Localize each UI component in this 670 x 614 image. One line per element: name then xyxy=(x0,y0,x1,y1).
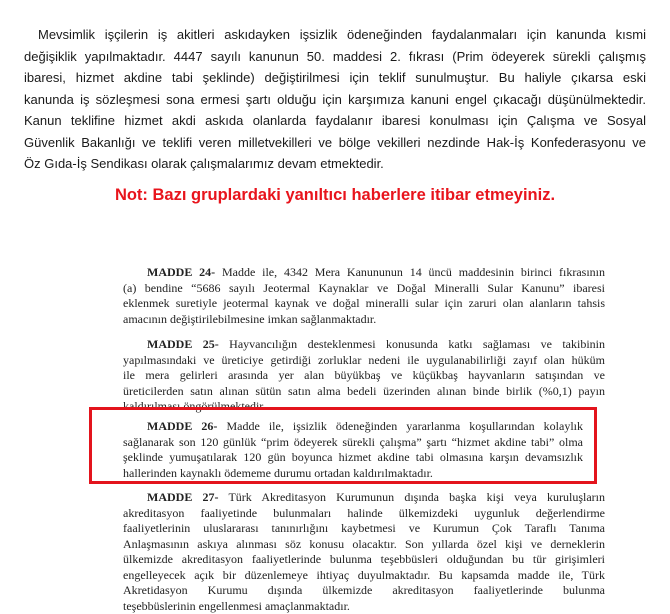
article-line: (a) bendine “5686 sayılı Jeotermal Kaynaklar ve Doğal Mineralli Sular Kanunu” ibaresi xyxy=(123,281,605,297)
article-27 xyxy=(123,490,605,614)
article-line xyxy=(123,265,605,281)
intro-line: değişiklik yapılmaktadır. 4447 sayılı kanunun 50. maddesi 2. fıkrası (Prim ödeyerek sürekli çalışmış xyxy=(24,46,646,68)
article-26 xyxy=(123,419,583,481)
intro-line: Öz Gıda-İş Sendikası olarak çalışmalarımız devam etmektedir. xyxy=(24,153,646,175)
article-line: amacının değiştirilebilmesine imkan sağlanmaktadır. xyxy=(123,312,605,328)
article-line xyxy=(123,490,605,506)
article-24 xyxy=(123,265,605,327)
article-line: eklenmek suretiyle jeotermal kaynak ve doğal mineralli sular için zaruri olan alanların tahsis xyxy=(123,296,605,312)
article-heading: MADDE 25- xyxy=(147,337,219,351)
article-line: üreticilerden satın alınan sütün satın alma bedeli üzerinden alınan binde birlik (%0,1) payın xyxy=(123,384,605,400)
article-line: yapılmasındaki ve üreticiye getirdiği zorluklar nedeni ile uygulanabilirliği zayıf olan hüküm xyxy=(123,353,605,369)
article-line: engelleyecek açık bir düzenlemeye ihtiyaç duyulmaktadır. Bu kapsamda madde ile, Türk xyxy=(123,568,605,584)
intro-line: ibaresi, hizmet akdine tabi şeklinde) değiştirilmesi için teklif sunulmuştur. Bu haliyle çıkarsa eski xyxy=(24,67,646,89)
article-text: Hayvancılığın desteklenmesi konusunda katkı sağlaması ve takibinin xyxy=(219,337,605,351)
article-line: ile mera gelirleri arasında yer alan büyükbaş ve küçükbaş hayvanların satışından ve xyxy=(123,368,605,384)
article-text: Madde ile, işsizlik ödeneğinden yararlanma koşullarından kolaylık xyxy=(217,419,583,433)
article-text: Türk Akreditasyon Kurumunun dışında başka kişi veya kuruluşların xyxy=(219,490,606,504)
intro-line: Kanun teklifine hizmet akdi askıda olanlarda faydalanır ibaresi konulması için Çalışma ve Sosyal xyxy=(24,110,646,132)
article-text: Madde ile, 4342 Mera Kanununun 14 üncü maddesinin birinci fıkrasının xyxy=(215,265,605,279)
article-line: şeklinde yumuşatılarak 120 gün boyunca hizmet akdine tabi olmasına karşın devamsızlık xyxy=(123,450,583,466)
intro-paragraph xyxy=(24,24,646,175)
article-line: akreditasyon faaliyetinde bulunmaları halinde ülkemizdeki uygunluk değerlendirme xyxy=(123,506,605,522)
article-line xyxy=(123,337,605,353)
article-line: ülkemizde akreditasyon faaliyetlerinde bulunma teşebbüsleri olduğundan bu tür girişimleri xyxy=(123,552,605,568)
intro-line: Mevsimlik işçilerin iş akitleri askıdayken işsizlik ödeneğinden faydalanmaları için kanunda kısmi xyxy=(24,24,646,46)
article-heading: MADDE 24- xyxy=(147,265,215,279)
article-line: kaldırılması öngörülmektedir. xyxy=(123,399,605,415)
intro-line: kanunda iş sözleşmesi sona ermesi şartı olduğu için karşımıza kanuni engel çıkacağı düşünülmektedir. xyxy=(24,89,646,111)
article-line: Akretidasyon Kurumu dışında ülkemizde akreditasyon faaliyetlerinde bulunma xyxy=(123,583,605,599)
article-heading: MADDE 27- xyxy=(147,490,219,504)
article-line: hallerinden kaynaklı ödememe durumu ortadan kaldırılmaktadır. xyxy=(123,466,583,482)
article-line xyxy=(123,419,583,435)
intro-line: Güvenlik Bakanlığı ve teklifi veren milletvekilleri ve bölge vekilleri nezdinde Hak-İş Konfederasyonu ve xyxy=(24,132,646,154)
article-line: faaliyetlerinin uluslararası tanınırlığını kaybetmesi ve Kurumun Çok Taraflı Tanıma xyxy=(123,521,605,537)
article-25 xyxy=(123,337,605,415)
article-line: Anlaşmasının askıya alınması söz konusu olacaktır. Son yıllarda özel kişi ve derneklerin xyxy=(123,537,605,553)
warning-note: Not: Bazı gruplardaki yanıltıcı haberlere itibar etmeyiniz. xyxy=(0,186,670,205)
article-line: sağlanarak son 120 günlük “prim ödeyerek sürekli çalışma” şartı “hizmet akdine tabi” olma xyxy=(123,435,583,451)
article-line: teşebbüslerinin engellenmesi amaçlanmaktadır. xyxy=(123,599,605,614)
article-heading: MADDE 26- xyxy=(147,419,217,433)
